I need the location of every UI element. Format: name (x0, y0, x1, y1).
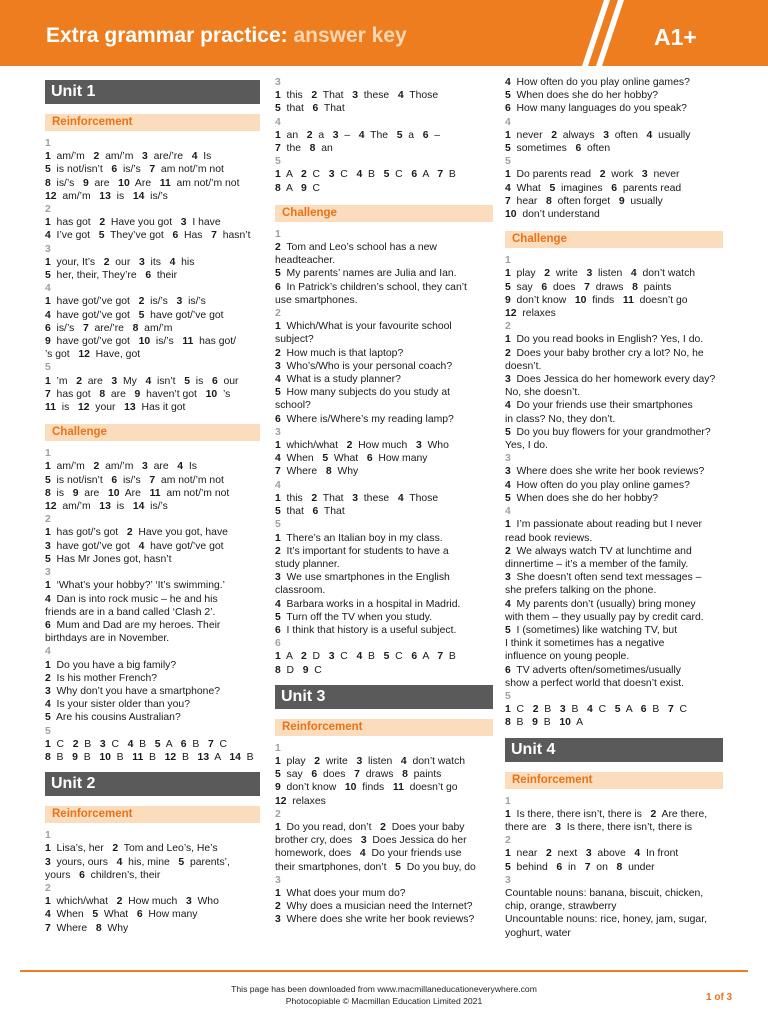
exercise-number: 2 (275, 808, 281, 820)
answer-line: 1 am/’m 2 am/’m 3 are 4 Is (45, 461, 197, 473)
answer-line: 1 Do you read books in English? Yes, I do. (505, 334, 704, 346)
answer-line: 5 I (sometimes) like watching TV, but (505, 624, 678, 636)
answer-line: 1 never 2 always 3 often 4 usually (505, 129, 691, 141)
section-heading: Reinforcement (505, 772, 723, 789)
answer-line: 1 has got 2 Have you got 3 I have (45, 217, 221, 229)
answer-line: there are 3 Is there, there isn’t, there is (505, 821, 693, 833)
answer-line: 5 Turn off the TV when you study. (275, 611, 433, 623)
spacer (275, 677, 493, 681)
answer-line: 5 behind 6 in 7 on 8 under (505, 861, 655, 873)
answer-line: 8 D 9 C (275, 664, 322, 676)
answer-line: 1 which/what 2 How much 3 Who (45, 896, 219, 908)
header-stripes-icon (560, 0, 640, 66)
answer-line: 8 is/’s 9 are 10 Are 11 am not/’m not (45, 177, 240, 189)
answer-line: 1 ’m 2 are 3 My 4 isn’t 5 is 6 our (45, 375, 239, 387)
answer-line: subject? (275, 334, 314, 346)
answer-line: Countable nouns: banana, biscuit, chicken, (505, 887, 704, 899)
answer-line: 1 Do parents read 2 work 3 never (505, 169, 680, 181)
answer-line: 2 How much is that laptop? (275, 347, 404, 359)
answer-line: 3 Where does she write her book reviews? (275, 914, 475, 926)
exercise-number: 6 (275, 638, 281, 650)
exercise-number: 5 (275, 156, 281, 168)
answer-line: 3 We use smartphones in the English (275, 572, 450, 584)
unit-heading: Unit 4 (505, 738, 723, 762)
answer-line: 11 is 12 your 13 Has it got (45, 402, 186, 414)
unit-heading: Unit 1 (45, 80, 260, 104)
exercise-number: 3 (275, 874, 281, 886)
exercise-number: 1 (275, 742, 281, 754)
answer-line: 2 We always watch TV at lunchtime and (505, 545, 692, 557)
answer-line: 3 Why don’t you have a smartphone? (45, 685, 221, 697)
answer-line: brother cry, does 3 Does Jessica do her (275, 835, 467, 847)
answer-line: she prefers talking on the phone. (505, 585, 657, 597)
answer-line: Yes, I do. (505, 440, 548, 452)
answer-line: 7 Where 8 Why (275, 466, 359, 478)
answer-line: 4 Barbara works in a hospital in Madrid. (275, 598, 461, 610)
exercise-number: 5 (505, 690, 511, 702)
answer-line: 2 Is his mother French? (45, 672, 158, 684)
page-header (0, 0, 768, 66)
answer-line: show a perfect world that doesn’t exist. (505, 677, 685, 689)
exercise-number: 2 (505, 835, 511, 847)
answer-line: 5 is not/isn’t 6 is/’s 7 am not/’m not (45, 474, 224, 486)
column-left (45, 76, 260, 935)
answer-line: 1 play 2 write 3 listen 4 don’t watch (505, 268, 696, 280)
answer-line: 1 play 2 write 3 listen 4 don’t watch (275, 755, 466, 767)
spacer (45, 764, 260, 768)
exercise-number: 4 (45, 646, 51, 658)
answer-line: 1 this 2 That 3 these 4 Those (275, 492, 439, 504)
exercise-number: 3 (275, 77, 281, 88)
spacer (275, 195, 493, 199)
answer-line: 1 What does your mum do? (275, 887, 406, 899)
answer-line: doesn’t. (505, 360, 542, 372)
answer-line: 2 Does your baby brother cry a lot? No, he (505, 347, 704, 359)
exercise-number: 1 (45, 830, 51, 842)
answer-line: 1 Which/What is your favourite school (275, 321, 452, 333)
answer-line: 1 C 2 B 3 B 4 C 5 A 6 B 7 C (505, 704, 687, 716)
section-heading: Reinforcement (45, 806, 260, 823)
answer-line: 1 A 2 D 3 C 4 B 5 C 6 A 7 B (275, 651, 456, 663)
answer-line: 5 is not/isn’t 6 is/’s 7 am not/’m not (45, 164, 224, 176)
answer-line: 4 How often do you play online games? (505, 479, 690, 491)
answer-line: 1 Do you have a big family? (45, 659, 177, 671)
answer-line: 1 has got/’s got 2 Have you got, have (45, 527, 228, 539)
answer-line: 1 an 2 a 3 – 4 The 5 a 6 – (275, 129, 441, 141)
answer-line: 1 near 2 next 3 above 4 In front (505, 848, 679, 860)
answer-line: homework, does 4 Do your friends use (275, 848, 462, 860)
answer-line: 4 Do your friends use their smartphones (505, 400, 693, 412)
answer-line: 12 am/’m 13 is 14 is/’s (45, 190, 168, 202)
exercise-number: 2 (45, 204, 51, 216)
answer-line: 2 Why does a musician need the Internet? (275, 901, 473, 913)
answer-line: 1 am/’m 2 am/’m 3 are/’re 4 Is (45, 151, 212, 163)
exercise-number: 1 (505, 795, 511, 807)
answer-line: 4 What 5 imagines 6 parents read (505, 182, 682, 194)
answer-line: 5 sometimes 6 often (505, 143, 611, 155)
answer-line: 6 How many languages do you speak? (505, 103, 687, 115)
answer-line: 6 TV adverts often/sometimes/usually (505, 664, 681, 676)
answer-line: 3 yours, ours 4 his, mine 5 parents’, (45, 856, 230, 868)
exercise-number: 3 (45, 243, 51, 255)
answer-line: 12 am/’m 13 is 14 is/’s (45, 501, 168, 513)
answer-line: 7 Where 8 Why (45, 922, 129, 934)
answer-line: 1 Lisa’s, her 2 Tom and Leo’s, He’s (45, 843, 218, 855)
answer-line: 4 I’ve got 5 They’ve got 6 Has 7 hasn’t (45, 230, 251, 242)
answer-line: 4 When 5 What 6 How many (45, 909, 198, 921)
spacer (45, 414, 260, 418)
exercise-number: 5 (45, 362, 51, 374)
section-heading: Challenge (505, 231, 723, 248)
footer-download-notice: This page has been downloaded from www.macmillaneducationeverywhere.com (231, 984, 537, 994)
page-number: 1 of 3 (706, 992, 733, 1003)
answer-line: dinnertime – it’s a member of the family. (505, 558, 689, 570)
title-accent: answer key (293, 24, 407, 47)
answer-line: 3 Who’s/Who is your personal coach? (275, 360, 453, 372)
answer-line: 5 Are his cousins Australian? (45, 712, 181, 724)
answer-line: 6 Mum and Dad are my heroes. Their (45, 619, 221, 631)
answer-line: 1 A 2 C 3 C 4 B 5 C 6 A 7 B (275, 169, 456, 181)
answer-line: 9 don’t know 10 finds 11 doesn’t go (275, 782, 458, 794)
answer-line: 7 the 8 an (275, 143, 333, 155)
section-heading: Challenge (45, 424, 260, 441)
column-middle (275, 76, 493, 927)
answer-line: 1 I’m passionate about reading but I never (505, 519, 702, 531)
answer-line: 3 Where does she write her book reviews? (505, 466, 705, 478)
answer-line: 1 Is there, there isn’t, there is 2 Are there, (505, 808, 708, 820)
answer-line: 5 When does she do her hobby? (505, 90, 659, 102)
spacer (505, 730, 723, 734)
exercise-number: 5 (275, 519, 281, 531)
answer-line: friends are in a band called ‘Clash 2’. (45, 606, 216, 618)
answer-line: 5 that 6 That (275, 103, 345, 115)
answer-line: 4 How often do you play online games? (505, 77, 690, 88)
answer-line: 2 It’s important for students to have a (275, 545, 449, 557)
answer-line: 5 say 6 does 7 draws 8 paints (505, 281, 672, 293)
exercise-number: 3 (275, 426, 281, 438)
answer-line: chip, orange, strawberry (505, 901, 617, 913)
section-heading: Reinforcement (275, 719, 493, 736)
answer-line: in class? No, they don’t. (505, 413, 616, 425)
exercise-number: 1 (45, 138, 51, 149)
answer-line: 5 Has Mr Jones got, hasn’t (45, 553, 172, 565)
level-badge: A1+ (654, 24, 697, 50)
answer-line: 1 which/what 2 How much 3 Who (275, 440, 449, 452)
exercise-number: 4 (505, 506, 511, 518)
answer-line: 7 hear 8 often forget 9 usually (505, 195, 663, 207)
answer-line: 5 her, their, They’re 6 their (45, 270, 178, 282)
exercise-number: 3 (505, 874, 511, 886)
exercise-number: 5 (505, 156, 511, 168)
answer-line: 4 have got/’ve got 5 have got/’ve got (45, 309, 224, 321)
exercise-number: 2 (505, 321, 511, 333)
answer-line: 3 She doesn’t often send text messages – (505, 572, 702, 584)
answer-line: 1 C 2 B 3 C 4 B 5 A 6 B 7 C (45, 738, 227, 750)
exercise-number: 2 (275, 308, 281, 320)
answer-line: yours 6 children’s, their (45, 869, 161, 881)
answer-line: 7 has got 8 are 9 haven’t got 10 ’s (45, 388, 231, 400)
unit-heading: Unit 2 (45, 772, 260, 796)
exercise-number: 2 (45, 514, 51, 526)
exercise-number: 4 (275, 116, 281, 128)
unit-heading: Unit 3 (275, 685, 493, 709)
exercise-number: 3 (45, 567, 51, 579)
answer-line: 4 Is your sister older than you? (45, 699, 190, 711)
answer-line: 9 have got/’ve got 10 is/’s 11 has got/ (45, 336, 237, 348)
exercise-number: 1 (275, 228, 281, 240)
answer-line: 4 What is a study planner? (275, 374, 401, 386)
column-right (505, 76, 723, 940)
answer-line: 4 When 5 What 6 How many (275, 453, 428, 465)
exercise-number: 4 (275, 479, 281, 491)
answer-line: 6 I think that history is a useful subject. (275, 624, 457, 636)
exercise-number: 4 (45, 283, 51, 295)
answer-line: with them – they usually pay by credit card. (505, 611, 704, 623)
exercise-number: 1 (505, 255, 511, 267)
exercise-number: 2 (45, 882, 51, 894)
answer-line: 8 is 9 are 10 Are 11 am not/’m not (45, 487, 230, 499)
answer-line: Uncountable nouns: rice, honey, jam, sugar, (505, 914, 707, 926)
answer-line: classroom. (275, 585, 326, 597)
exercise-number: 3 (505, 453, 511, 465)
exercise-number: 1 (45, 448, 51, 460)
answer-line: 1 Do you read, don’t 2 Does your baby (275, 821, 465, 833)
answer-line: 4 My parents don’t (usually) bring money (505, 598, 696, 610)
answer-line: read book reviews. (505, 532, 593, 544)
answer-line: their smartphones, don’t 5 Do you buy, do (275, 861, 476, 873)
page-title (46, 24, 407, 48)
answer-line: 3 Does Jessica do her homework every day? (505, 374, 716, 386)
answer-line: headteacher. (275, 255, 336, 267)
answer-line: 1 your, It’s 2 our 3 its 4 his (45, 256, 195, 268)
answer-line: I think it sometimes has a negative (505, 638, 665, 650)
answer-line: 1 have got/’ve got 2 is/’s 3 is/’s (45, 296, 206, 308)
answer-line: ’s got 12 Have, got (45, 349, 141, 361)
answer-line: 2 Tom and Leo’s school has a new (275, 242, 437, 254)
answer-line: 6 Where is/Where’s my reading lamp? (275, 413, 454, 425)
answer-line: 6 is/’s 7 are/’re 8 am/’m (45, 322, 173, 334)
footer-copyright: Photocopiable © Macmillan Education Limited 2021 (285, 996, 483, 1006)
answer-line: yoghurt, water (505, 927, 571, 939)
title-main: Extra grammar practice: (46, 24, 288, 47)
answer-line: 5 Do you buy flowers for your grandmother? (505, 426, 711, 438)
answer-line: 5 say 6 does 7 draws 8 paints (275, 769, 442, 781)
section-heading: Reinforcement (45, 114, 260, 131)
spacer (505, 221, 723, 225)
answer-line: birthdays are in November. (45, 633, 170, 645)
answer-line: study planner. (275, 558, 340, 570)
answer-line: 12 relaxes (505, 308, 556, 320)
answer-line: 8 B 9 B 10 B 11 B 12 B 13 A 14 B (45, 751, 254, 763)
answer-line: 5 When does she do her hobby? (505, 492, 659, 504)
answer-line: 8 A 9 C (275, 182, 321, 194)
exercise-number: 4 (505, 116, 511, 128)
answer-line: school? (275, 400, 311, 412)
answer-line: 5 How many subjects do you study at (275, 387, 450, 399)
answer-line: use smartphones. (275, 294, 358, 306)
answer-line: influence on young people. (505, 651, 630, 663)
answer-line: 1 ‘What’s your hobby?’ ‘It’s swimming.’ (45, 580, 225, 592)
answer-line: 8 B 9 B 10 A (505, 717, 584, 729)
answer-line: 4 Dan is into rock music – he and his (45, 593, 218, 605)
answer-line: 1 this 2 That 3 these 4 Those (275, 90, 439, 102)
answer-line: 10 don’t understand (505, 209, 600, 221)
footer-rule (20, 970, 748, 972)
answer-line: 5 My parents’ names are Julia and Ian. (275, 268, 457, 280)
answer-line: 9 don’t know 10 finds 11 doesn’t go (505, 294, 688, 306)
answer-line: 12 relaxes (275, 795, 326, 807)
answer-line: No, she doesn’t. (505, 387, 581, 399)
answer-line: 3 have got/’ve got 4 have got/’ve got (45, 540, 224, 552)
answer-line: 6 In Patrick’s children’s school, they can’t (275, 281, 467, 293)
answer-line: 1 There’s an Italian boy in my class. (275, 532, 443, 544)
answer-line: 5 that 6 That (275, 506, 345, 518)
section-heading: Challenge (275, 205, 493, 222)
exercise-number: 5 (45, 725, 51, 737)
